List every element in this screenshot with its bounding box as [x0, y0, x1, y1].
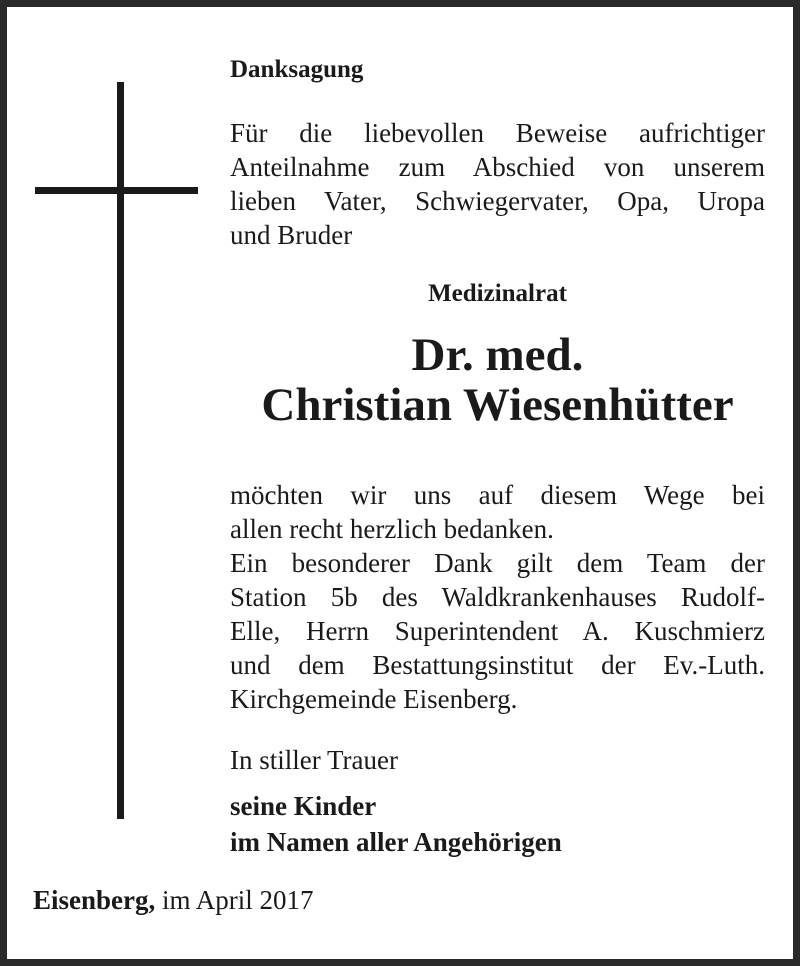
date-text: im April 2017: [155, 885, 314, 915]
thanks-line: Station 5b des Waldkrankenhauses Rudolf-: [230, 582, 765, 612]
notice-heading: Danksagung: [230, 56, 364, 83]
thanks-paragraph: [230, 478, 765, 716]
place-date: [33, 884, 314, 916]
intro-paragraph: [230, 116, 765, 252]
thanks-line: Kirchgemeinde Eisenberg.: [230, 684, 518, 714]
intro-line: Für die liebevollen Beweise aufrichtiger: [230, 118, 765, 148]
cross-horizontal-bar: [35, 187, 198, 194]
signer-line: im Namen aller Angehörigen: [230, 827, 562, 857]
intro-line: Anteilnahme zum Abschied von unserem: [230, 152, 765, 182]
mourning-text: In stiller Trauer: [230, 745, 398, 775]
intro-line: lieben Vater, Schwiegervater, Opa, Uropa: [230, 186, 765, 216]
intro-line: und Bruder: [230, 220, 353, 250]
thanks-line: allen recht herzlich bedanken.: [230, 514, 554, 544]
signers: [230, 788, 765, 860]
thanks-line: Elle, Herrn Superintendent A. Kuschmierz: [230, 616, 765, 646]
place-name: Eisenberg,: [33, 885, 156, 915]
thanks-line: möchten wir uns auf diesem Wege bei: [230, 480, 765, 510]
deceased-name-line1: Dr. med.: [411, 329, 584, 381]
deceased-rank: Medizinalrat: [428, 280, 567, 307]
deceased-name: [220, 330, 775, 430]
thanks-line: und dem Bestattungsinstitut der Ev.-Luth.: [230, 650, 765, 680]
thanks-line: Ein besonderer Dank gilt dem Team der: [230, 548, 765, 578]
signer-line: seine Kinder: [230, 791, 377, 821]
deceased-name-line2: Christian Wiesenhütter: [261, 379, 734, 431]
